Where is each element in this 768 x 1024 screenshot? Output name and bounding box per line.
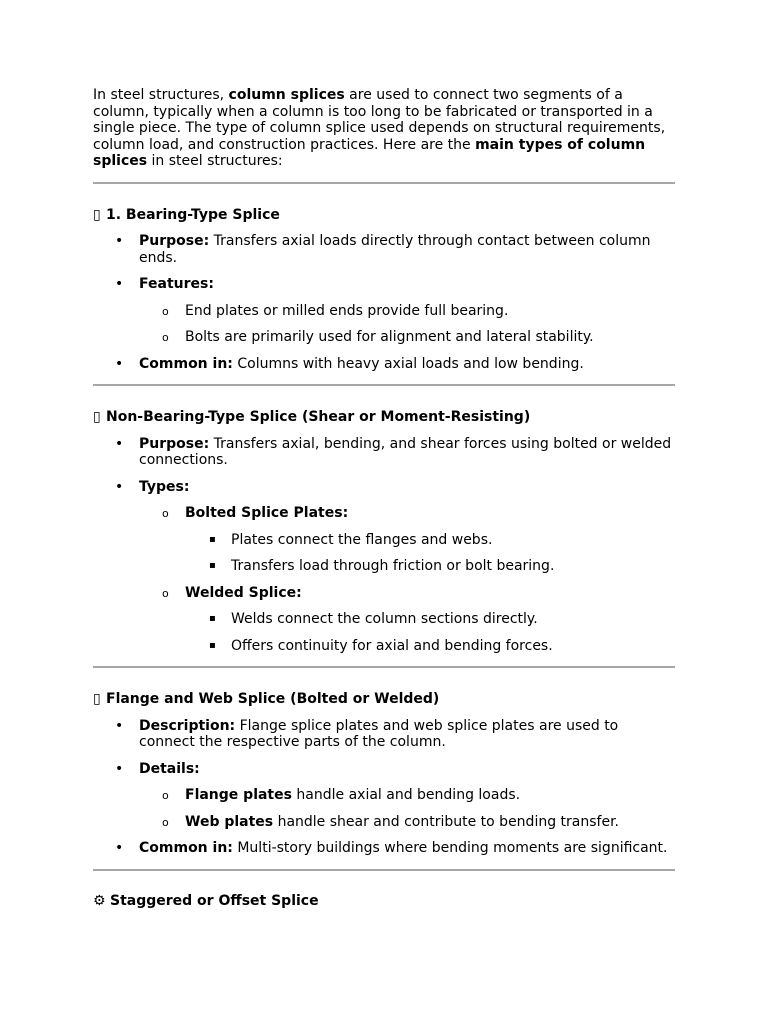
circle-bullet-icon: o [162,789,169,802]
item-text: Columns with heavy axial loads and low bending. [232,355,584,372]
item-text: Offers continuity for axial and bending forces. [231,637,553,654]
placeholder-glyph-icon: ▯ [93,691,101,707]
bullet-icon: • [115,233,124,249]
intro-text: In steel structures, [93,87,229,103]
item-text: Transfers axial loads directly through contact between column ends. [139,233,651,266]
list-item [185,638,675,655]
list-item [185,532,675,549]
circle-bullet-icon: o [162,586,169,600]
heading-text: 1. Bearing-Type Splice [106,206,280,223]
list-item [93,233,675,266]
item-text: End plates or milled ends provide full bearing. [185,302,509,319]
circle-bullet-icon: o [162,507,169,520]
item-label: Details: [139,760,200,777]
sub-sub-list [185,532,675,575]
list-item [139,329,675,346]
list-item [93,356,675,373]
list-item [139,303,675,320]
intro-paragraph [93,87,675,170]
bullet-icon: • [115,355,124,372]
list-item [93,718,675,751]
intro-text: are used to connect two segments of a column, typically when a column is too long to be fabricated or transported in a single piece. The type of column splice used depends on structural requirements, column load, and construction practices. Here are the [93,87,666,153]
list-item [139,814,675,831]
list-item [93,479,675,655]
circle-bullet-icon: o [162,331,169,344]
sub-sub-list [185,611,675,654]
square-bullet-icon: ▪ [209,560,216,571]
list-item [93,436,675,469]
item-label: Flange plates [185,787,292,803]
sub-list [139,505,675,654]
bullet-icon: • [115,276,124,292]
item-label: Description: [139,717,236,734]
list-item [93,761,675,831]
square-bullet-icon: ▪ [209,613,216,624]
item-label: Types: [139,478,190,495]
list-item [185,611,675,628]
circle-bullet-icon: o [162,304,169,318]
item-label: Common in: [139,840,233,856]
list-item [185,558,675,575]
heading-text: Staggered or Offset Splice [110,892,319,909]
item-label: Purpose: [139,435,210,452]
item-label: Web plates [185,813,274,830]
section-divider [93,869,675,871]
bullet-list [93,436,675,655]
list-item [93,840,675,857]
intro-text: in steel structures: [147,153,283,169]
heading-text: Flange and Web Splice (Bolted or Welded) [106,691,440,707]
item-label: Purpose: [139,233,210,249]
item-label: Features: [139,276,214,292]
section-heading-staggered [93,893,675,910]
item-text: Flange splice plates and web splice plates are used to connect the respective parts of the column. [139,717,619,750]
item-text: Transfers axial, bending, and shear forces using bolted or welded connections. [139,435,672,468]
bullet-list [93,718,675,857]
section-heading-bearing [93,207,675,224]
placeholder-glyph-icon: ▯ [93,409,101,425]
section-divider [93,182,675,184]
bullet-list [93,233,675,372]
document-content [93,87,675,909]
list-item [139,787,675,804]
gear-icon: ⚙ [93,892,106,909]
section-divider [93,384,675,386]
list-item [139,505,675,575]
item-label: Bolted Splice Plates: [185,505,349,521]
list-item [93,276,675,346]
bullet-icon: • [115,840,124,856]
item-text: Multi-story buildings where bending moments are significant. [232,840,668,856]
item-text: Bolts are primarily used for alignment and lateral stability. [185,329,594,345]
sub-list [139,303,675,346]
item-label: Welded Splice: [185,584,302,601]
square-bullet-icon: ▪ [209,639,216,651]
intro-bold: main types of column splices [93,136,646,169]
intro-bold: column splices [228,87,345,103]
heading-text: Non-Bearing-Type Splice (Shear or Moment-Resisting) [106,409,531,425]
item-text: handle axial and bending loads. [291,787,521,803]
bullet-icon: • [115,478,124,495]
list-item [139,585,675,655]
item-text: handle shear and contribute to bending transfer. [273,813,619,830]
square-bullet-icon: ▪ [209,533,216,545]
item-text: Transfers load through friction or bolt bearing. [231,558,555,574]
item-text: Plates connect the flanges and webs. [231,531,493,548]
bullet-icon: • [115,435,124,452]
section-heading-non-bearing [93,409,675,426]
item-text: Welds connect the column sections directly. [231,611,538,627]
bullet-icon: • [115,717,124,734]
circle-bullet-icon: o [162,815,169,829]
sub-list [139,787,675,830]
bullet-icon: • [115,760,124,777]
section-heading-flange-web [93,691,675,708]
placeholder-glyph-icon: ▯ [93,206,101,223]
section-divider [93,666,675,668]
item-label: Common in: [139,355,233,372]
